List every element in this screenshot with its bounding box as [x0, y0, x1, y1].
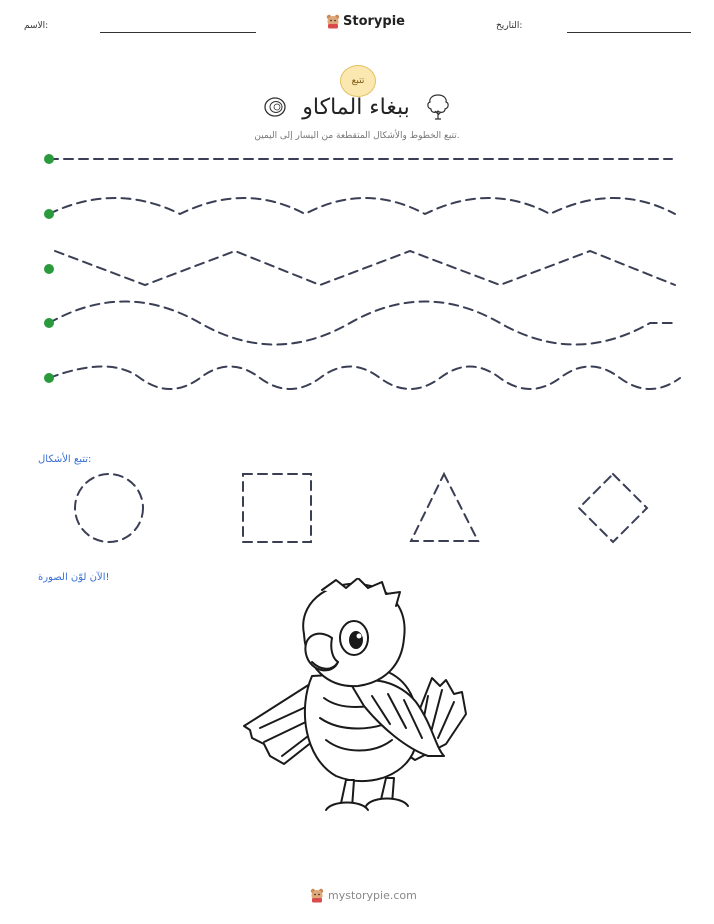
footer	[310, 888, 417, 903]
footer-url[interactable]: mystorypie.com	[328, 889, 417, 902]
trace-diamond	[579, 474, 647, 542]
date-line	[567, 32, 691, 33]
start-dot	[44, 318, 54, 328]
title-row	[0, 92, 714, 122]
color-section-label: الآن لوّن الصورة!	[38, 572, 110, 583]
start-dot	[44, 154, 54, 164]
bear-icon	[310, 888, 324, 903]
trace-line-wave-1	[49, 198, 675, 214]
start-dot	[44, 264, 54, 274]
trace-shapes[interactable]	[0, 465, 714, 555]
name-label: الاسم:	[24, 21, 49, 31]
brand-logo	[326, 14, 405, 29]
trace-line-wave-3	[49, 367, 680, 390]
page-subtitle: تتبع الخطوط والأشكال المتقطعة من اليسار إلى اليمين.	[254, 131, 460, 141]
page-title: ببغاء الماكاو	[302, 94, 410, 120]
trace-line-wave-2	[49, 302, 676, 345]
start-dot	[44, 373, 54, 383]
date-label: التاريخ:	[496, 21, 523, 31]
tracing-lines[interactable]	[0, 140, 714, 400]
tree-icon	[424, 92, 452, 122]
shapes-section-label: تتبع الأشكال:	[38, 454, 92, 465]
trace-triangle	[411, 474, 478, 541]
brand-name: Storypie	[343, 14, 405, 29]
trace-line-zigzag	[55, 251, 675, 285]
trace-square	[243, 474, 311, 542]
trace-circle	[75, 474, 143, 542]
parrot-illustration[interactable]	[240, 578, 474, 814]
bear-icon	[326, 14, 340, 29]
name-line	[100, 32, 256, 33]
coconut-icon	[262, 94, 288, 120]
start-dot	[44, 209, 54, 219]
trace-badge: تتبع	[340, 65, 376, 97]
